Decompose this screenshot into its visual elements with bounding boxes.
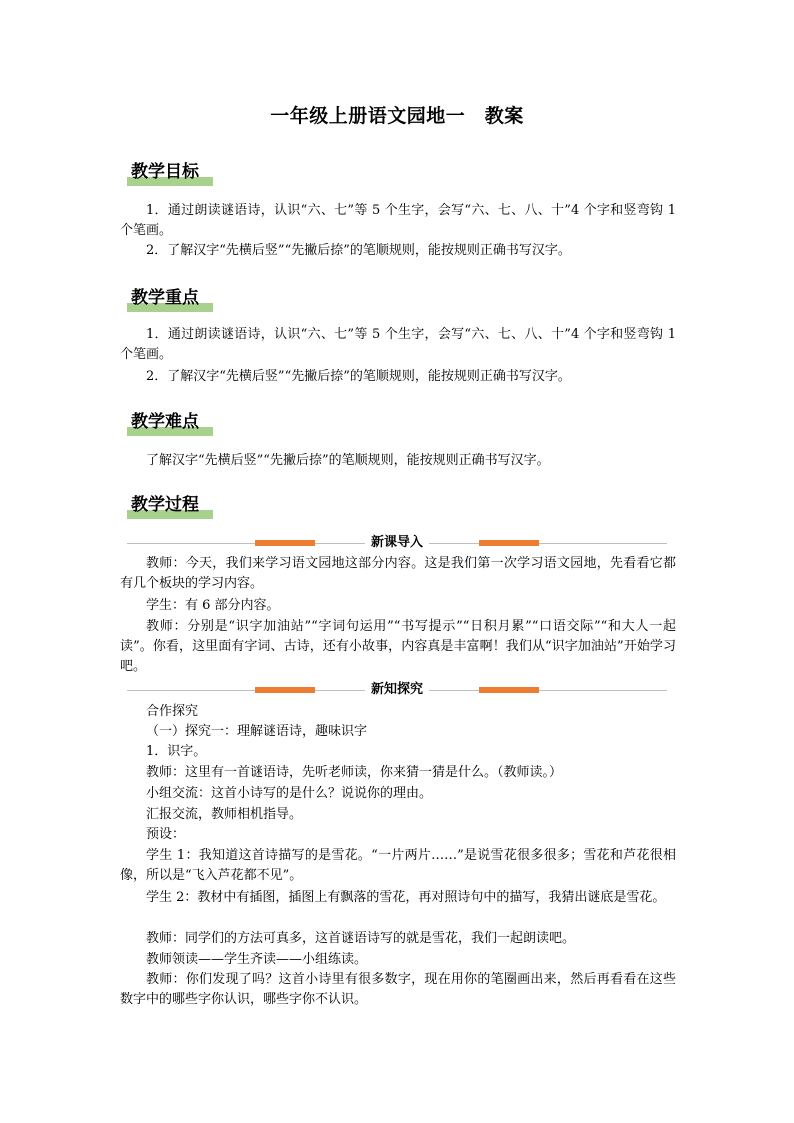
intro-paragraph-1: 教师：今天，我们来学习语文园地这部分内容。这是我们第一次学习语文园地，先看看它都有几个板块的学习内容。 (120, 556, 676, 591)
section-heading-process (127, 493, 199, 519)
document-title: 一年级上册语文园地一 教案 (270, 105, 524, 127)
divider-label: 新课导入 (365, 535, 429, 550)
intro-paragraph-2: 学生：有 6 部分内容。 (146, 598, 280, 613)
intro-paragraph-3: 教师：分别是“识字加油站”“字词句运用”“书写提示”“日积月累”“口语交际”“和大人一起读”。你看，这里面有字词、古诗，还有小故事，内容真是丰富啊！我们从“识字加油站”开始学习吧。 (120, 619, 676, 674)
explore-teacher-3: 教师：你们发现了吗？这首小诗里有很多数字，现在用你的笔圈画出来，然后再看看在这些数字中的哪些字你认识，哪些字你不认识。 (120, 972, 676, 1007)
explore-line-5: 小组交流：这首小诗写的是什么？说说你的理由。 (146, 786, 433, 801)
divider-label: 新知探究 (365, 682, 429, 697)
goals-paragraph-1: 1．通过朗读谜语诗，认识“六、七”等 5 个生字，会写“六、七、八、十”4 个字和竖弯钩 1 个笔画。 (120, 203, 676, 238)
section-heading-key (127, 286, 199, 312)
difficult-paragraph-1: 了解汉字“先横后竖”“先撇后捺”的笔顺规则，能按规则正确书写汉字。 (146, 453, 550, 468)
section-heading-difficult (127, 410, 199, 436)
key-paragraph-2: 2．了解汉字“先横后竖”“先撇后捺”的笔顺规则，能按规则正确书写汉字。 (146, 369, 571, 384)
explore-line-4: 教师：这里有一首谜语诗，先听老师读，你来猜一猜是什么。（教师读。） (146, 765, 563, 780)
key-paragraph-1: 1．通过朗读谜语诗，认识“六、七”等 5 个生字，会写“六、七、八、十”4 个字和竖弯钩 1 个笔画。 (120, 327, 676, 362)
explore-student-2: 学生 2：教材中有插图，插图上有飘落的雪花，再对照诗句中的描写，我猜出谜底是雪花。 (146, 890, 666, 905)
section-heading-label: 教学重点 (131, 288, 199, 308)
goals-paragraph-2: 2．了解汉字“先横后竖”“先撇后捺”的笔顺规则，能按规则正确书写汉字。 (146, 243, 571, 258)
explore-student-1: 学生 1：我知道这首诗描写的是雪花。“一片两片……”是说雪花很多很多；雪花和芦花很相像，所以是“飞入芦花都不见”。 (120, 848, 676, 883)
explore-line-3: 1．识字。 (146, 744, 207, 759)
divider-intro (127, 533, 667, 553)
section-heading-label: 教学难点 (131, 412, 199, 432)
section-heading-label: 教学过程 (131, 495, 199, 515)
section-heading-label: 教学目标 (131, 162, 199, 182)
divider-explore (127, 680, 667, 700)
explore-line-1: 合作探究 (146, 704, 199, 719)
section-heading-goals (127, 160, 199, 186)
explore-teacher-1: 教师：同学们的方法可真多，这首谜语诗写的就是雪花，我们一起朗读吧。 (146, 931, 576, 946)
explore-line-2: （一）探究一：理解谜语诗，趣味识字 (146, 724, 368, 739)
explore-line-6: 汇报交流，教师相机指导。 (146, 807, 303, 822)
explore-teacher-2: 教师领读——学生齐读——小组练读。 (146, 952, 368, 967)
explore-line-7: 预设： (146, 827, 186, 842)
